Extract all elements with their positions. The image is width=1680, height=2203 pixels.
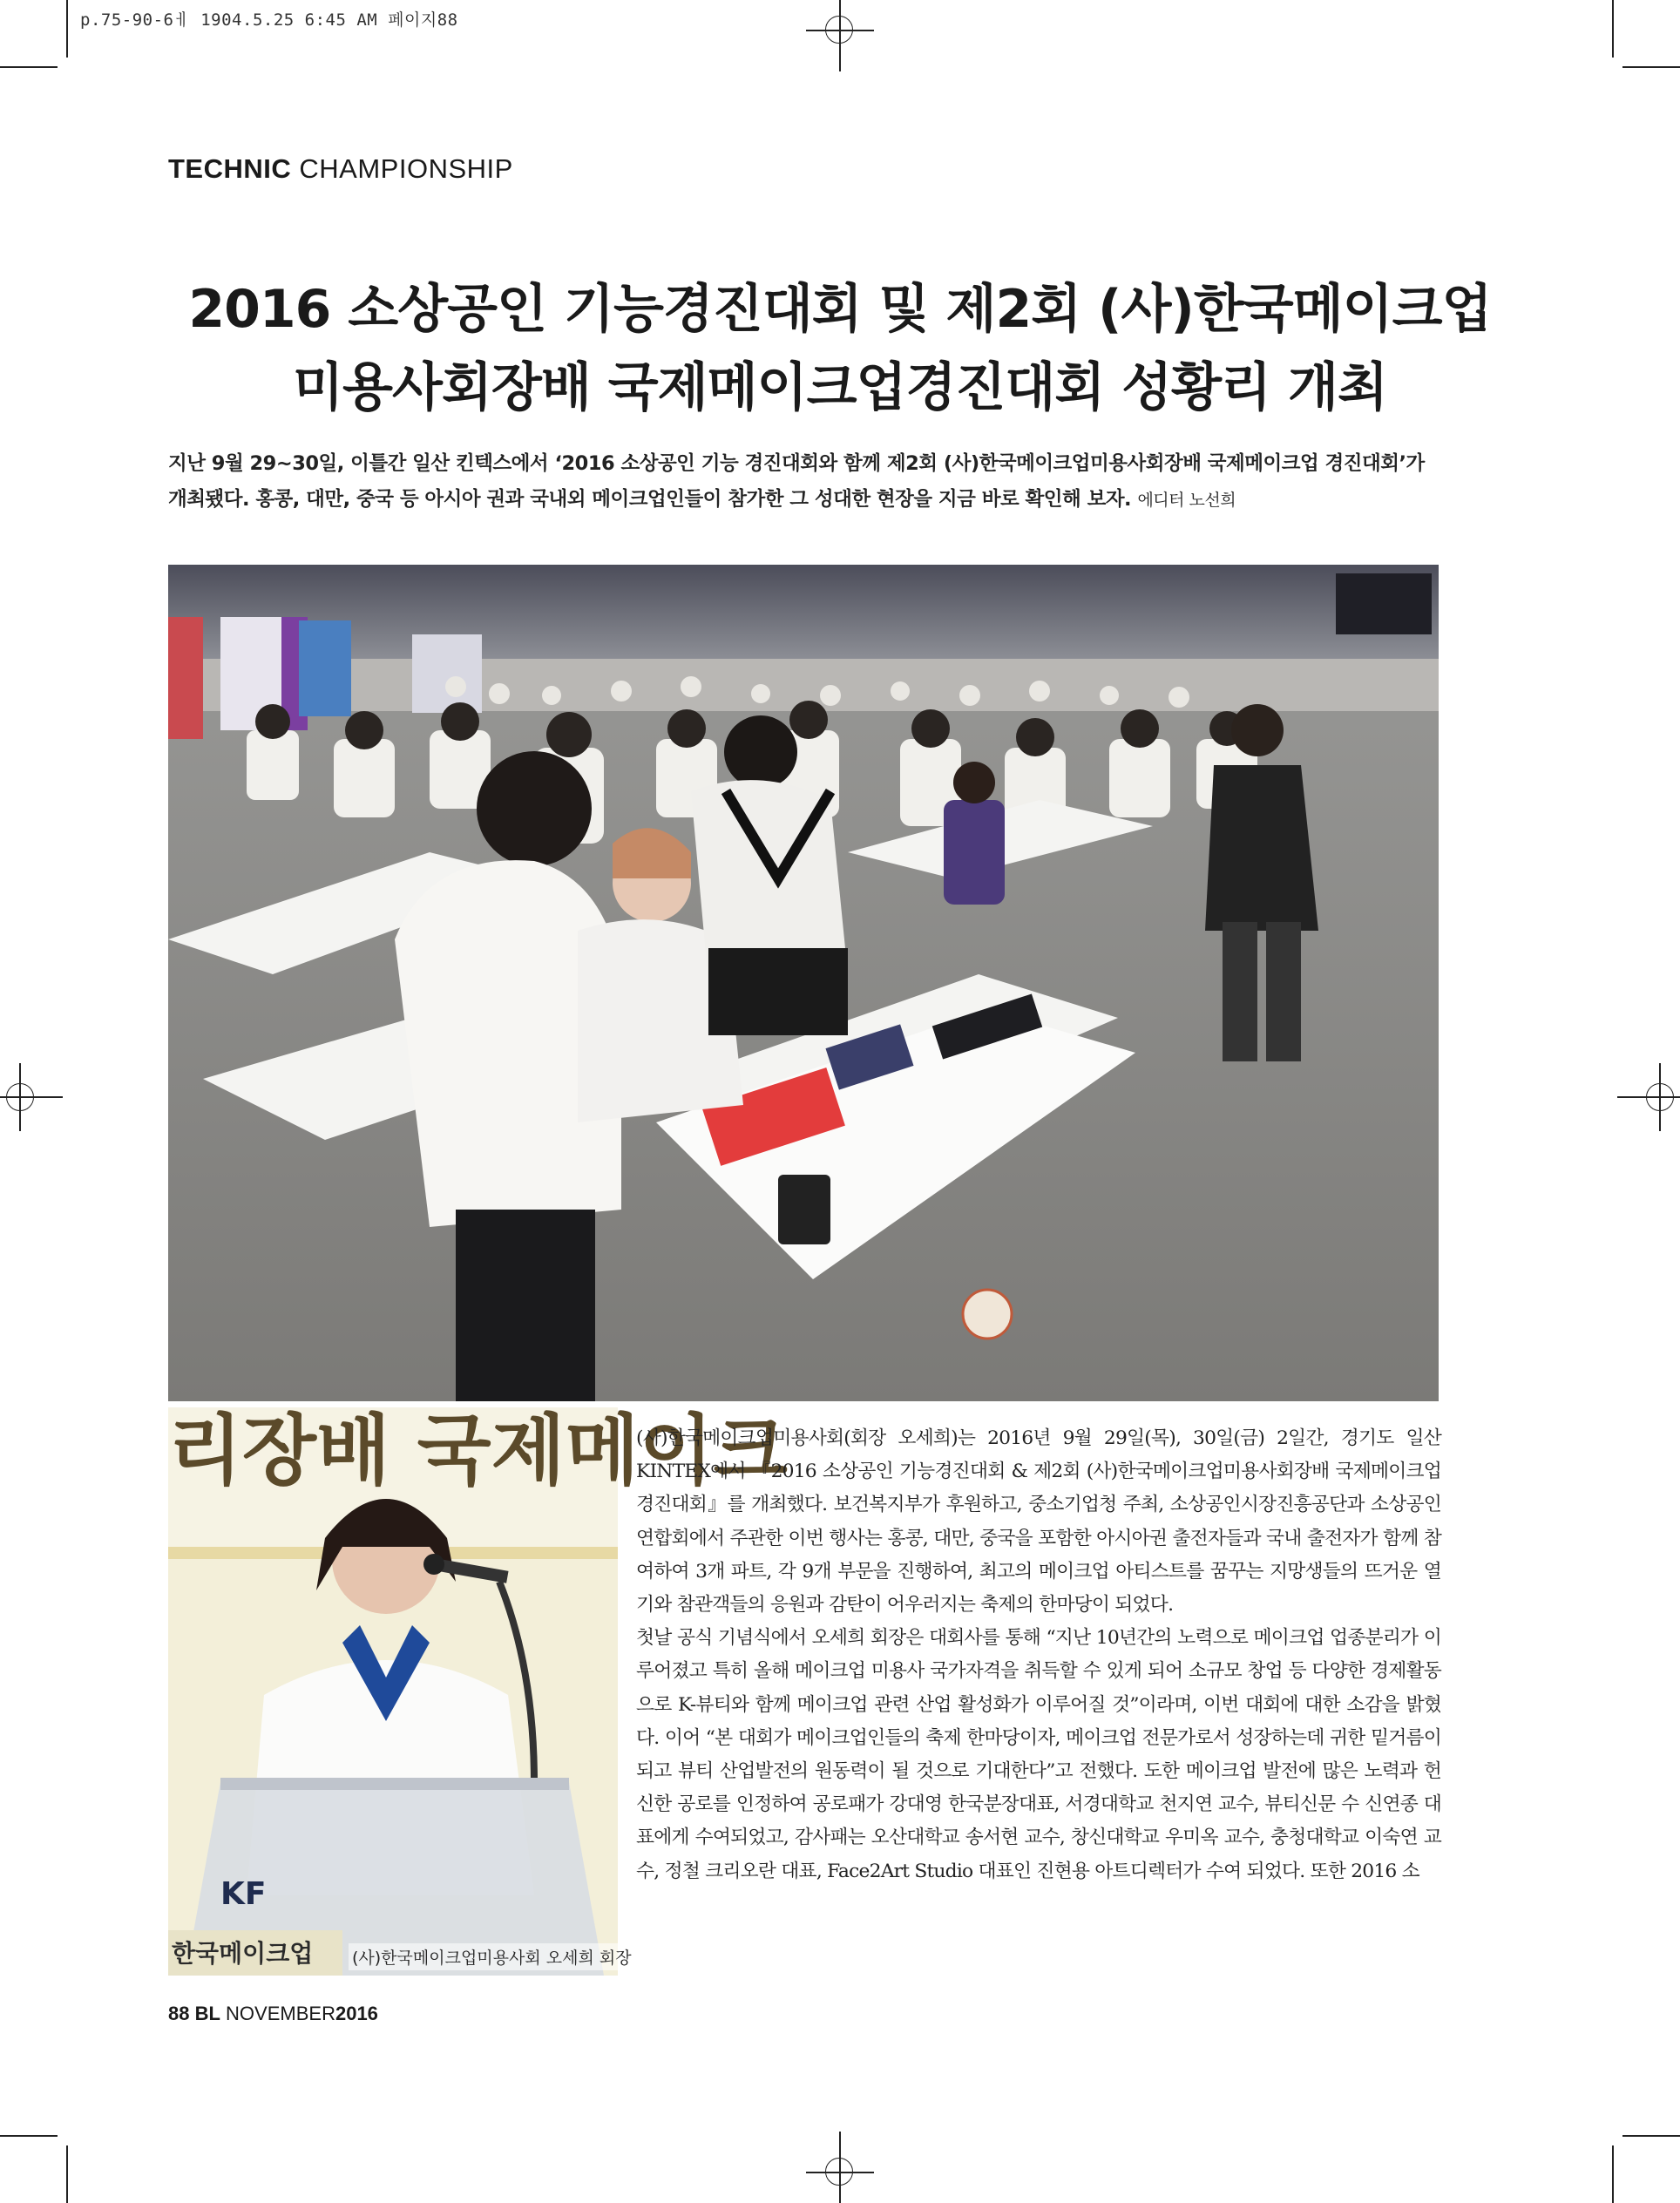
lead-text: 지난 9월 29~30일, 이틀간 일산 킨텍스에서 ‘2016 소상공인 기능 경진대회와 함께 제2회 (사)한국메이크업미용사회장배 국제메이크업 경진대회’가 개최됐다. 홍콩, 대만, 중국 등 아시아 권과 국내외 메이크업인들이 참가한 그 성대한 현장을 지금 바로 확인해 보자. [168, 452, 1425, 511]
headline-line-2: 미용사회장배 국제메이크업경진대회 성황리 개최 [293, 357, 1387, 418]
podium-banner-text: 한국메이크업 [172, 1939, 314, 1968]
section-header [168, 153, 513, 185]
headline-line-1: 2016 소상공인 기능경진대회 및 제2회 (사)한국메이크업 [188, 279, 1492, 340]
speaker-illustration [168, 1406, 788, 1976]
competition-hall-photo [168, 565, 1439, 1401]
article-body [636, 1422, 1441, 1888]
trim-mark [1622, 2135, 1680, 2137]
editor-credit: 에디터 노선희 [1137, 491, 1236, 510]
page-folio [168, 2003, 378, 2025]
folio-page-magazine: 88 BL [168, 2003, 220, 2024]
folio-year: 2016 [335, 2003, 378, 2024]
printer-slug: p.75-90-6ㅔ 1904.5.25 6:45 AM 페이지88 [80, 10, 458, 30]
banner-text: 리장배 국제메이크 [168, 1406, 788, 1495]
trim-mark [0, 66, 58, 68]
trim-mark [66, 2145, 68, 2203]
article-headline [131, 270, 1549, 427]
section-header-rest: CHAMPIONSHIP [299, 153, 513, 184]
body-paragraph-1: (사)한국메이크업미용사회(회장 오세희)는 2016년 9월 29일(목), 30일(금) 2일간, 경기도 일산 KINTEX에서 『2016 소상공인 기능경진대회 & 제2회 (사)한국메이크업미용사회장배 국제메이크업 경진대회』를 개최했다. 보건복지부가 후원하고, 중소기업청 주최, 소상공인시장진흥공단과 소상공인연합회에서 주관한 이번 행사는 홍콩, 대만, 중국을 포함한 아시아권 출전자들과 국내 출전자가 함께 참여하여 3개 파트, 각 9개 부문을 진행하여, 최고의 메이크업 아티스트를 꿈꾸는 지망생들의 뜨거운 열기와 참관객들의 응원과 감탄이 어우러지는 축제의 한마당이 되었다. [636, 1427, 1441, 1617]
trim-mark [66, 0, 68, 58]
article-lead [168, 446, 1440, 519]
photo-caption: (사)한국메이크업미용사회 오세희 회장 [349, 1943, 635, 1970]
competition-hall-illustration [168, 565, 1439, 1401]
trim-mark [1622, 66, 1680, 68]
speaker-podium-photo [168, 1406, 788, 1976]
folio-month: NOVEMBER [226, 2003, 335, 2024]
body-paragraph-2: 첫날 공식 기념식에서 오세희 회장은 대회사를 통해 “지난 10년간의 노력으로 메이크업 업종분리가 이루어졌고 특히 올해 메이크업 미용사 국가자격을 취득할 수 있게 되어 소규모 창업 등 다양한 경제활동으로 K-뷰티와 함께 메이크업 관련 산업 활성화가 이루어질 것”이라며, 이번 대회에 대한 소감을 밝혔다. 이어 “본 대회가 메이크업인들의 축제 한마당이자, 메이크업 전문가로서 성장하는데 귀한 밑거름이 되고 뷰티 산업발전의 원동력이 될 것으로 기대한다”고 전했다. 도한 메이크업 발전에 많은 노력과 헌신한 공로를 인정하여 공로패가 강대영 한국분장대표, 서경대학교 천지연 교수, 뷰티신문 수 신연종 대표에게 수여되었고, 감사패는 오산대학교 송서현 교수, 창신대학교 우미옥 교수, 충청대학교 이숙연 교수, 정철 크리오란 대표, Face2Art Studio 대표인 진현용 아트디렉터가 수여 되었다. 또한 2016 소 [636, 1627, 1441, 1882]
podium-logo-text: KF [220, 1876, 267, 1912]
trim-mark [1612, 0, 1614, 58]
section-header-bold: TECHNIC [168, 153, 292, 184]
trim-mark [0, 2135, 58, 2137]
trim-mark [1612, 2145, 1614, 2203]
